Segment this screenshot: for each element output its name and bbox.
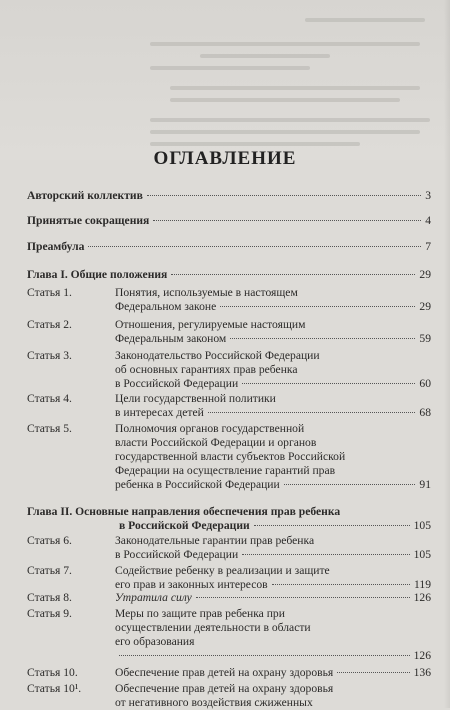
leader-dots bbox=[196, 597, 410, 598]
article-label: Статья 4. bbox=[27, 392, 72, 405]
toc-article-6[interactable] bbox=[27, 534, 431, 562]
leader-dots bbox=[153, 220, 421, 221]
toc-article-5[interactable] bbox=[27, 422, 431, 492]
toc-article-9[interactable] bbox=[27, 607, 431, 662]
toc-entry-title: Авторский коллектив bbox=[27, 189, 143, 202]
toc-entry-page: 7 bbox=[425, 240, 431, 253]
article-title-line: Обеспечение прав детей на охрану здоровья bbox=[115, 666, 334, 679]
article-label: Статья 10. bbox=[27, 666, 78, 679]
article-page: 105 bbox=[413, 548, 431, 561]
article-title-line: Полномочия органов государственной bbox=[115, 422, 305, 435]
article-page: 59 bbox=[419, 332, 431, 345]
article-label: Статья 9. bbox=[27, 607, 72, 620]
article-title-line: Отношения, регулируемые настоящим bbox=[115, 318, 306, 331]
article-title-line: Федеральном законе bbox=[115, 300, 217, 313]
article-page: 119 bbox=[414, 578, 431, 591]
chapter-page: 29 bbox=[419, 268, 431, 281]
leader-dots bbox=[272, 584, 410, 585]
article-title-line: его прав и законных интересов bbox=[115, 578, 268, 591]
article-title-line: Утратила силу bbox=[115, 591, 192, 604]
chapter-title: Глава I. Общие положения bbox=[27, 268, 168, 281]
article-title-line: осуществлении деятельности в области bbox=[115, 621, 311, 634]
toc-article-7[interactable] bbox=[27, 564, 431, 592]
leader-dots bbox=[220, 306, 415, 307]
page-shadow bbox=[444, 0, 450, 708]
chapter-page: 105 bbox=[413, 519, 431, 532]
article-page: 91 bbox=[419, 478, 431, 491]
article-title-line: Законодательные гарантии прав ребенка bbox=[115, 534, 315, 547]
leader-dots bbox=[230, 338, 415, 339]
article-title-line: в Российской Федерации bbox=[115, 377, 239, 390]
leader-dots bbox=[254, 525, 410, 526]
toc-entry-authors[interactable] bbox=[27, 189, 431, 203]
article-page: 126 bbox=[413, 591, 431, 604]
toc-article-8[interactable] bbox=[27, 591, 431, 605]
article-title-line: Федеральным законом bbox=[115, 332, 227, 345]
leader-dots bbox=[242, 383, 415, 384]
article-page: 136 bbox=[413, 666, 431, 679]
article-title-line: в Российской Федерации bbox=[115, 548, 239, 561]
article-title-line: в интересах детей bbox=[115, 406, 204, 419]
article-label: Статья 5. bbox=[27, 422, 72, 435]
article-title-line: власти Российской Федерации и органов bbox=[115, 436, 317, 449]
article-label: Статья 1. bbox=[27, 286, 72, 299]
article-title-line: Меры по защите прав ребенка при bbox=[115, 607, 285, 620]
leader-dots bbox=[119, 655, 410, 656]
article-label: Статья 2. bbox=[27, 318, 72, 331]
leader-dots bbox=[208, 412, 416, 413]
article-title-line: от негативного воздействия сжиженных bbox=[115, 696, 313, 709]
toc-article-1[interactable] bbox=[27, 286, 431, 314]
toc-entry-preamble[interactable] bbox=[27, 240, 431, 254]
article-label: Статья 7. bbox=[27, 564, 72, 577]
article-title-line: государственной власти субъектов Российской bbox=[115, 450, 346, 463]
article-label: Статья 6. bbox=[27, 534, 72, 547]
article-title-line: Понятия, используемые в настоящем bbox=[115, 286, 298, 299]
article-title-line: Обеспечение прав детей на охрану здоровья bbox=[115, 682, 334, 695]
article-title-line: ребенка в Российской Федерации bbox=[115, 478, 280, 491]
leader-dots bbox=[337, 672, 409, 673]
toc-article-3[interactable] bbox=[27, 349, 431, 391]
toc-article-10[interactable] bbox=[27, 666, 431, 680]
toc-article-2[interactable] bbox=[27, 318, 431, 346]
leader-dots bbox=[88, 246, 421, 247]
leader-dots bbox=[147, 195, 421, 196]
article-page: 126 bbox=[413, 649, 431, 662]
bleed-through-text bbox=[0, 0, 450, 160]
article-label: Статья 8. bbox=[27, 591, 72, 604]
toc-article-4[interactable] bbox=[27, 392, 431, 420]
chapter-title-line: Глава II. Основные направления обеспечения прав ребенка bbox=[27, 505, 341, 518]
article-page: 29 bbox=[419, 300, 431, 313]
leader-dots bbox=[242, 554, 409, 555]
toc-entry-page: 3 bbox=[425, 189, 431, 202]
article-title-line: об основных гарантиях прав ребенка bbox=[115, 363, 298, 376]
article-title-line: Законодательство Российской Федерации bbox=[115, 349, 320, 362]
article-title-line: Содействие ребенку в реализации и защите bbox=[115, 564, 330, 577]
chapter-title-line: в Российской Федерации bbox=[119, 519, 250, 532]
article-page: 60 bbox=[419, 377, 431, 390]
toc-entry-title: Принятые сокращения bbox=[27, 214, 150, 227]
page-title: ОГЛАВЛЕНИЕ bbox=[153, 148, 297, 169]
leader-dots bbox=[171, 274, 415, 275]
toc-entry-title: Преамбула bbox=[27, 240, 85, 253]
toc-chapter-1[interactable] bbox=[27, 268, 431, 282]
article-label: Статья 10¹. bbox=[27, 682, 82, 695]
article-title-line: Федерации на осуществление гарантий прав bbox=[115, 464, 336, 477]
article-page: 68 bbox=[419, 406, 431, 419]
article-title-line: его образования bbox=[115, 635, 195, 648]
article-title-line: Цели государственной политики bbox=[115, 392, 276, 405]
toc-article-10-1[interactable] bbox=[27, 682, 431, 710]
toc-entry-abbreviations[interactable] bbox=[27, 214, 431, 228]
toc-chapter-2[interactable] bbox=[27, 505, 431, 533]
article-label: Статья 3. bbox=[27, 349, 72, 362]
leader-dots bbox=[284, 484, 416, 485]
toc-entry-page: 4 bbox=[425, 214, 431, 227]
